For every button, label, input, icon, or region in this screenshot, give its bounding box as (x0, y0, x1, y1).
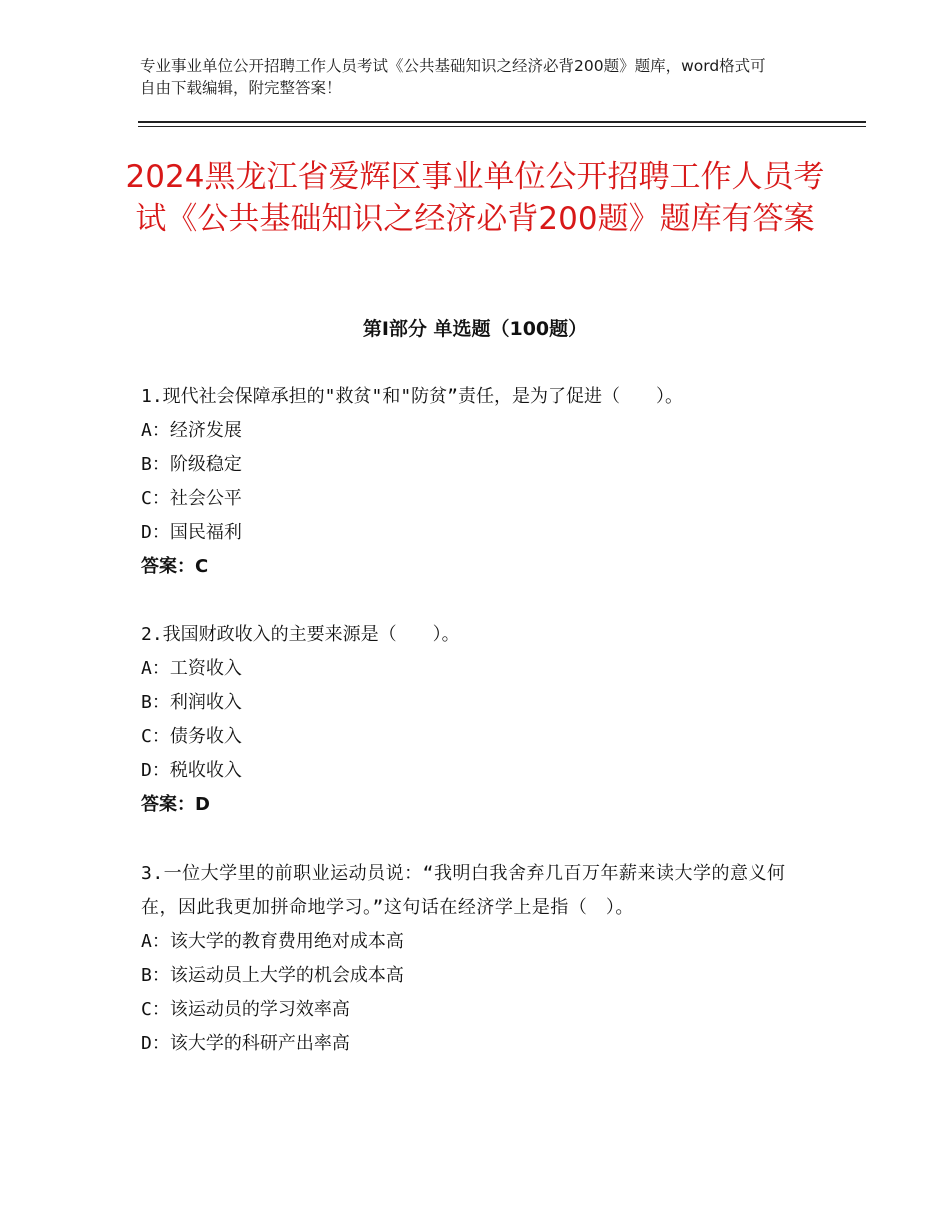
option-c: C：债务收入 (141, 726, 242, 747)
answer: 答案：D (141, 794, 210, 815)
option-b: B：阶级稳定 (141, 454, 242, 475)
option-d: D：该大学的科研产出率高 (141, 1033, 350, 1054)
document-title: 2024黑龙江省爱辉区事业单位公开招聘工作人员考试《公共基础知识之经济必背200题》题库有答案 (125, 159, 825, 237)
option-a: A：工资收入 (141, 658, 242, 679)
question-2 (141, 618, 811, 822)
option-d: D：税收收入 (141, 760, 242, 781)
question-stem: 1.现代社会保障承担的"救贫"和"防贫”责任，是为了促进（ ）。 (141, 386, 684, 407)
option-c: C：该运动员的学习效率高 (141, 999, 350, 1020)
section-title: 第Ⅰ部分 单选题（100题） (362, 318, 588, 340)
option-b: B：该运动员上大学的机会成本高 (141, 965, 404, 986)
option-a: A：经济发展 (141, 420, 242, 441)
header-note: 专业事业单位公开招聘工作人员考试《公共基础知识之经济必背200题》题库，word格式可自由下载编辑，附完整答案！ (140, 57, 766, 97)
question-stem: 3.一位大学里的前职业运动员说：“我明白我舍弃几百万年薪来读大学的意义何在，因此我更加拼命地学习。”这句话在经济学上是指（ ）。 (141, 863, 786, 918)
answer: 答案：C (141, 556, 209, 577)
question-1 (141, 380, 811, 584)
option-c: C：社会公平 (141, 488, 242, 509)
option-d: D：国民福利 (141, 522, 242, 543)
question-3 (141, 857, 801, 1061)
option-b: B：利润收入 (141, 692, 242, 713)
header-divider-thin (138, 126, 866, 127)
option-a: A：该大学的教育费用绝对成本高 (141, 931, 404, 952)
question-stem: 2.我国财政收入的主要来源是（ ）。 (141, 624, 460, 645)
header-divider-thick (138, 121, 866, 123)
